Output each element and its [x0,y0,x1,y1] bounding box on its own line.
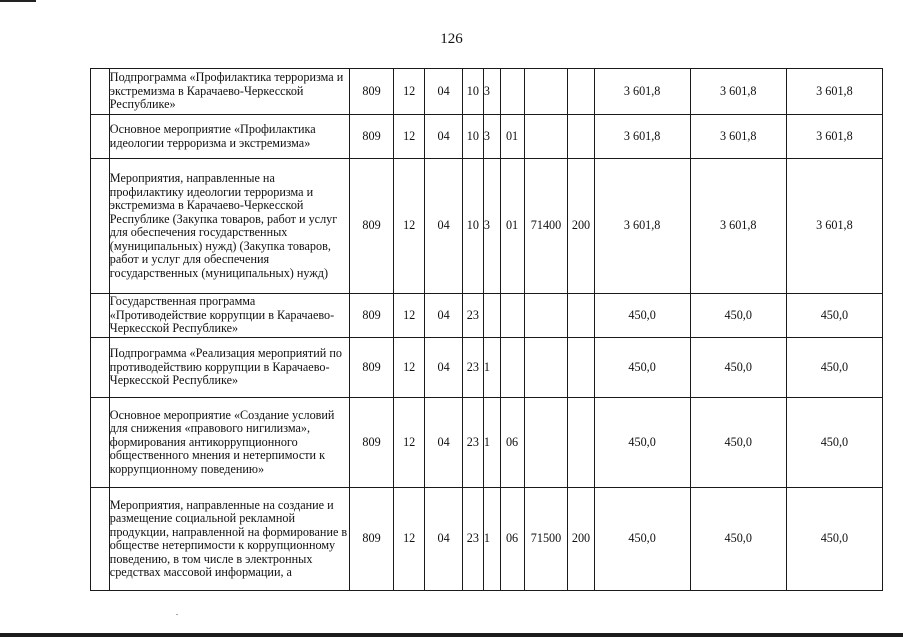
amount-year-2: 450,0 [690,294,786,338]
event-code: 06 [500,398,524,488]
program-code: 10 [462,115,483,159]
amount-year-3: 3 601,8 [786,115,882,159]
amount-year-2: 450,0 [690,398,786,488]
ministry-code: 809 [350,398,394,488]
amount-year-1: 450,0 [594,398,690,488]
scan-speck [176,614,178,615]
table-row [91,115,883,159]
program-code: 10 [462,159,483,294]
expense-type-code [568,338,594,398]
amount-year-2: 450,0 [690,488,786,591]
subprogram-code: 1 [483,488,500,591]
event-code [500,338,524,398]
amount-year-1: 450,0 [594,338,690,398]
program-code: 23 [462,488,483,591]
top-edge-rule [0,0,36,2]
program-code: 10 [462,69,483,115]
ministry-code: 809 [350,294,394,338]
table-row [91,398,883,488]
amount-year-3: 450,0 [786,488,882,591]
subsection-code: 04 [425,488,463,591]
direction-code: 71500 [524,488,568,591]
amount-year-1: 450,0 [594,294,690,338]
direction-code [524,115,568,159]
table-row [91,488,883,591]
amount-year-3: 3 601,8 [786,69,882,115]
direction-code [524,338,568,398]
item-name: Подпрограмма «Реализация мероприятий по противодействию коррупции в Карачаево-Черкесской Республике» [109,338,349,398]
amount-year-1: 3 601,8 [594,115,690,159]
program-code: 23 [462,338,483,398]
amount-year-1: 3 601,8 [594,159,690,294]
section-code: 12 [393,488,424,591]
amount-year-1: 3 601,8 [594,69,690,115]
expense-type-code: 200 [568,488,594,591]
direction-code: 71400 [524,159,568,294]
table-row [91,69,883,115]
index-cell [91,115,110,159]
expense-type-code [568,69,594,115]
ministry-code: 809 [350,69,394,115]
subsection-code: 04 [425,159,463,294]
section-code: 12 [393,338,424,398]
direction-code [524,398,568,488]
index-cell [91,398,110,488]
amount-year-3: 450,0 [786,398,882,488]
section-code: 12 [393,69,424,115]
subprogram-code: 1 [483,338,500,398]
amount-year-2: 450,0 [690,338,786,398]
section-code: 12 [393,398,424,488]
event-code [500,69,524,115]
subprogram-code [483,294,500,338]
subsection-code: 04 [425,338,463,398]
expense-type-code [568,115,594,159]
item-name: Мероприятия, направленные на создание и размещение социальной рекламной продукции, направленной на формирование в обществе нетерпимости к коррупционному поведению, в том числе в электронных средствах массовой информации, а [109,488,349,591]
item-name: Подпрограмма «Профилактика терроризма и экстремизма в Карачаево-Черкесской Республике» [109,69,349,115]
item-name: Основное мероприятие «Профилактика идеологии терроризма и экстремизма» [109,115,349,159]
expense-type-code [568,294,594,338]
subsection-code: 04 [425,115,463,159]
subprogram-code: 3 [483,69,500,115]
ministry-code: 809 [350,338,394,398]
direction-code [524,69,568,115]
section-code: 12 [393,115,424,159]
expense-type-code [568,398,594,488]
expense-type-code: 200 [568,159,594,294]
table-row [91,338,883,398]
section-code: 12 [393,294,424,338]
event-code: 06 [500,488,524,591]
item-name: Мероприятия, направленные на профилактику идеологии терроризма и экстремизма в Карачаево-Черкесской Республике (Закупка товаров, работ и услуг для обеспечения государственных (муниципальных) нужд) (Закупка товаров, работ и услуг для обеспечения государственных (муниципальных) нужд) [109,159,349,294]
index-cell [91,338,110,398]
subsection-code: 04 [425,69,463,115]
item-name: Государственная программа «Противодействие коррупции в Карачаево-Черкесской Республике» [109,294,349,338]
subsection-code: 04 [425,294,463,338]
subprogram-code: 1 [483,398,500,488]
item-name: Основное мероприятие «Создание условий для снижения «правового нигилизма», формирования антикоррупционного общественного мнения и нетерпимости к коррупционному поведению» [109,398,349,488]
index-cell [91,159,110,294]
subprogram-code: 3 [483,115,500,159]
section-code: 12 [393,159,424,294]
subsection-code: 04 [425,398,463,488]
direction-code [524,294,568,338]
amount-year-3: 3 601,8 [786,159,882,294]
ministry-code: 809 [350,488,394,591]
budget-table [90,68,883,591]
ministry-code: 809 [350,115,394,159]
subprogram-code: 3 [483,159,500,294]
index-cell [91,69,110,115]
ministry-code: 809 [350,159,394,294]
event-code: 01 [500,159,524,294]
amount-year-3: 450,0 [786,294,882,338]
table-row [91,294,883,338]
index-cell [91,488,110,591]
amount-year-2: 3 601,8 [690,159,786,294]
amount-year-3: 450,0 [786,338,882,398]
amount-year-1: 450,0 [594,488,690,591]
amount-year-2: 3 601,8 [690,69,786,115]
amount-year-2: 3 601,8 [690,115,786,159]
program-code: 23 [462,294,483,338]
event-code: 01 [500,115,524,159]
index-cell [91,294,110,338]
event-code [500,294,524,338]
program-code: 23 [462,398,483,488]
page-number: 126 [440,31,463,47]
bottom-scan-edge [0,633,903,637]
table-row [91,159,883,294]
